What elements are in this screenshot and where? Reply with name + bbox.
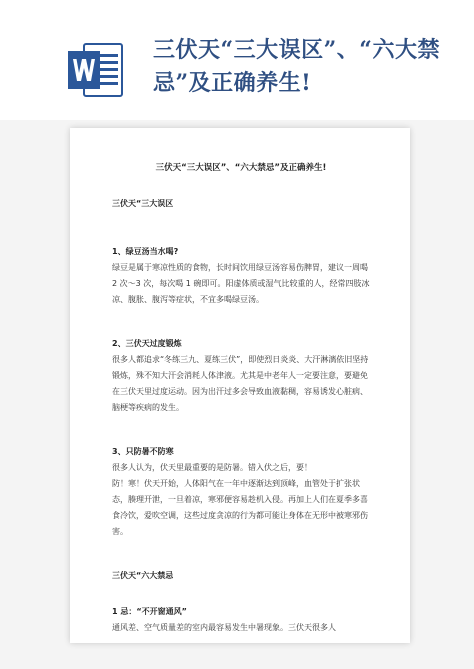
paragraph: 很多人都追求“冬练三九、夏练三伏”，即使烈日炎炎、大汗淋漓依旧坚持锻炼，殊不知大汗会消耗人体津液。尤其是中老年人一定要注意，要避免在三伏天里过度运动。因为出汗过多会导致血液黏稠，容易诱发心脏病、脑梗等疾病的发生。 (112, 355, 369, 412)
document-content (112, 160, 370, 636)
paragraph: 防！寒！伏天开始，人体阳气在一年中逐渐达到顶峰，血管处于扩张状态，腠理开泄，一旦着凉，寒邪便容易趁机入侵。再加上人们在夏季多喜食冷饮，爱吹空调，这些过度贪凉的行为都可能让身体在无形中被寒邪伤害。 (112, 479, 368, 536)
banner (0, 0, 474, 130)
item-heading: 3、只防暑不防寒 (112, 447, 174, 456)
paragraph: 通风差、空气质量差的室内最容易发生中暑现象。三伏天很多人 (112, 623, 336, 632)
section-heading: 三伏天“三大误区 (112, 199, 174, 208)
word-document-icon (66, 42, 124, 98)
section-heading: 三伏天“六大禁忌 (112, 571, 174, 580)
banner-title: 三伏天“三大误区”、“六大禁忌”及正确养生! (153, 37, 440, 96)
document-title: 三伏天“三大误区”、“六大禁忌”及正确养生! (155, 163, 327, 173)
document-page (70, 128, 410, 643)
item-heading: 1 忌：“不开窗通风” (112, 607, 187, 616)
item-heading: 2、三伏天过度锻炼 (112, 339, 182, 348)
item-heading: 1、绿豆汤当水喝? (112, 247, 179, 256)
paragraph: 绿豆是属于寒凉性质的食物，长时间饮用绿豆汤容易伤脾胃，建议一周喝 2 次～3 次，每次喝 1 碗即可。阳虚体质或湿气比较重的人，经常四肢冰凉、腹胀、腹泻等症状，不宜多喝绿豆汤。 (112, 263, 370, 304)
paragraph: 很多人认为，伏天里最重要的是防暑。错入伏之后，要！ (112, 463, 312, 472)
